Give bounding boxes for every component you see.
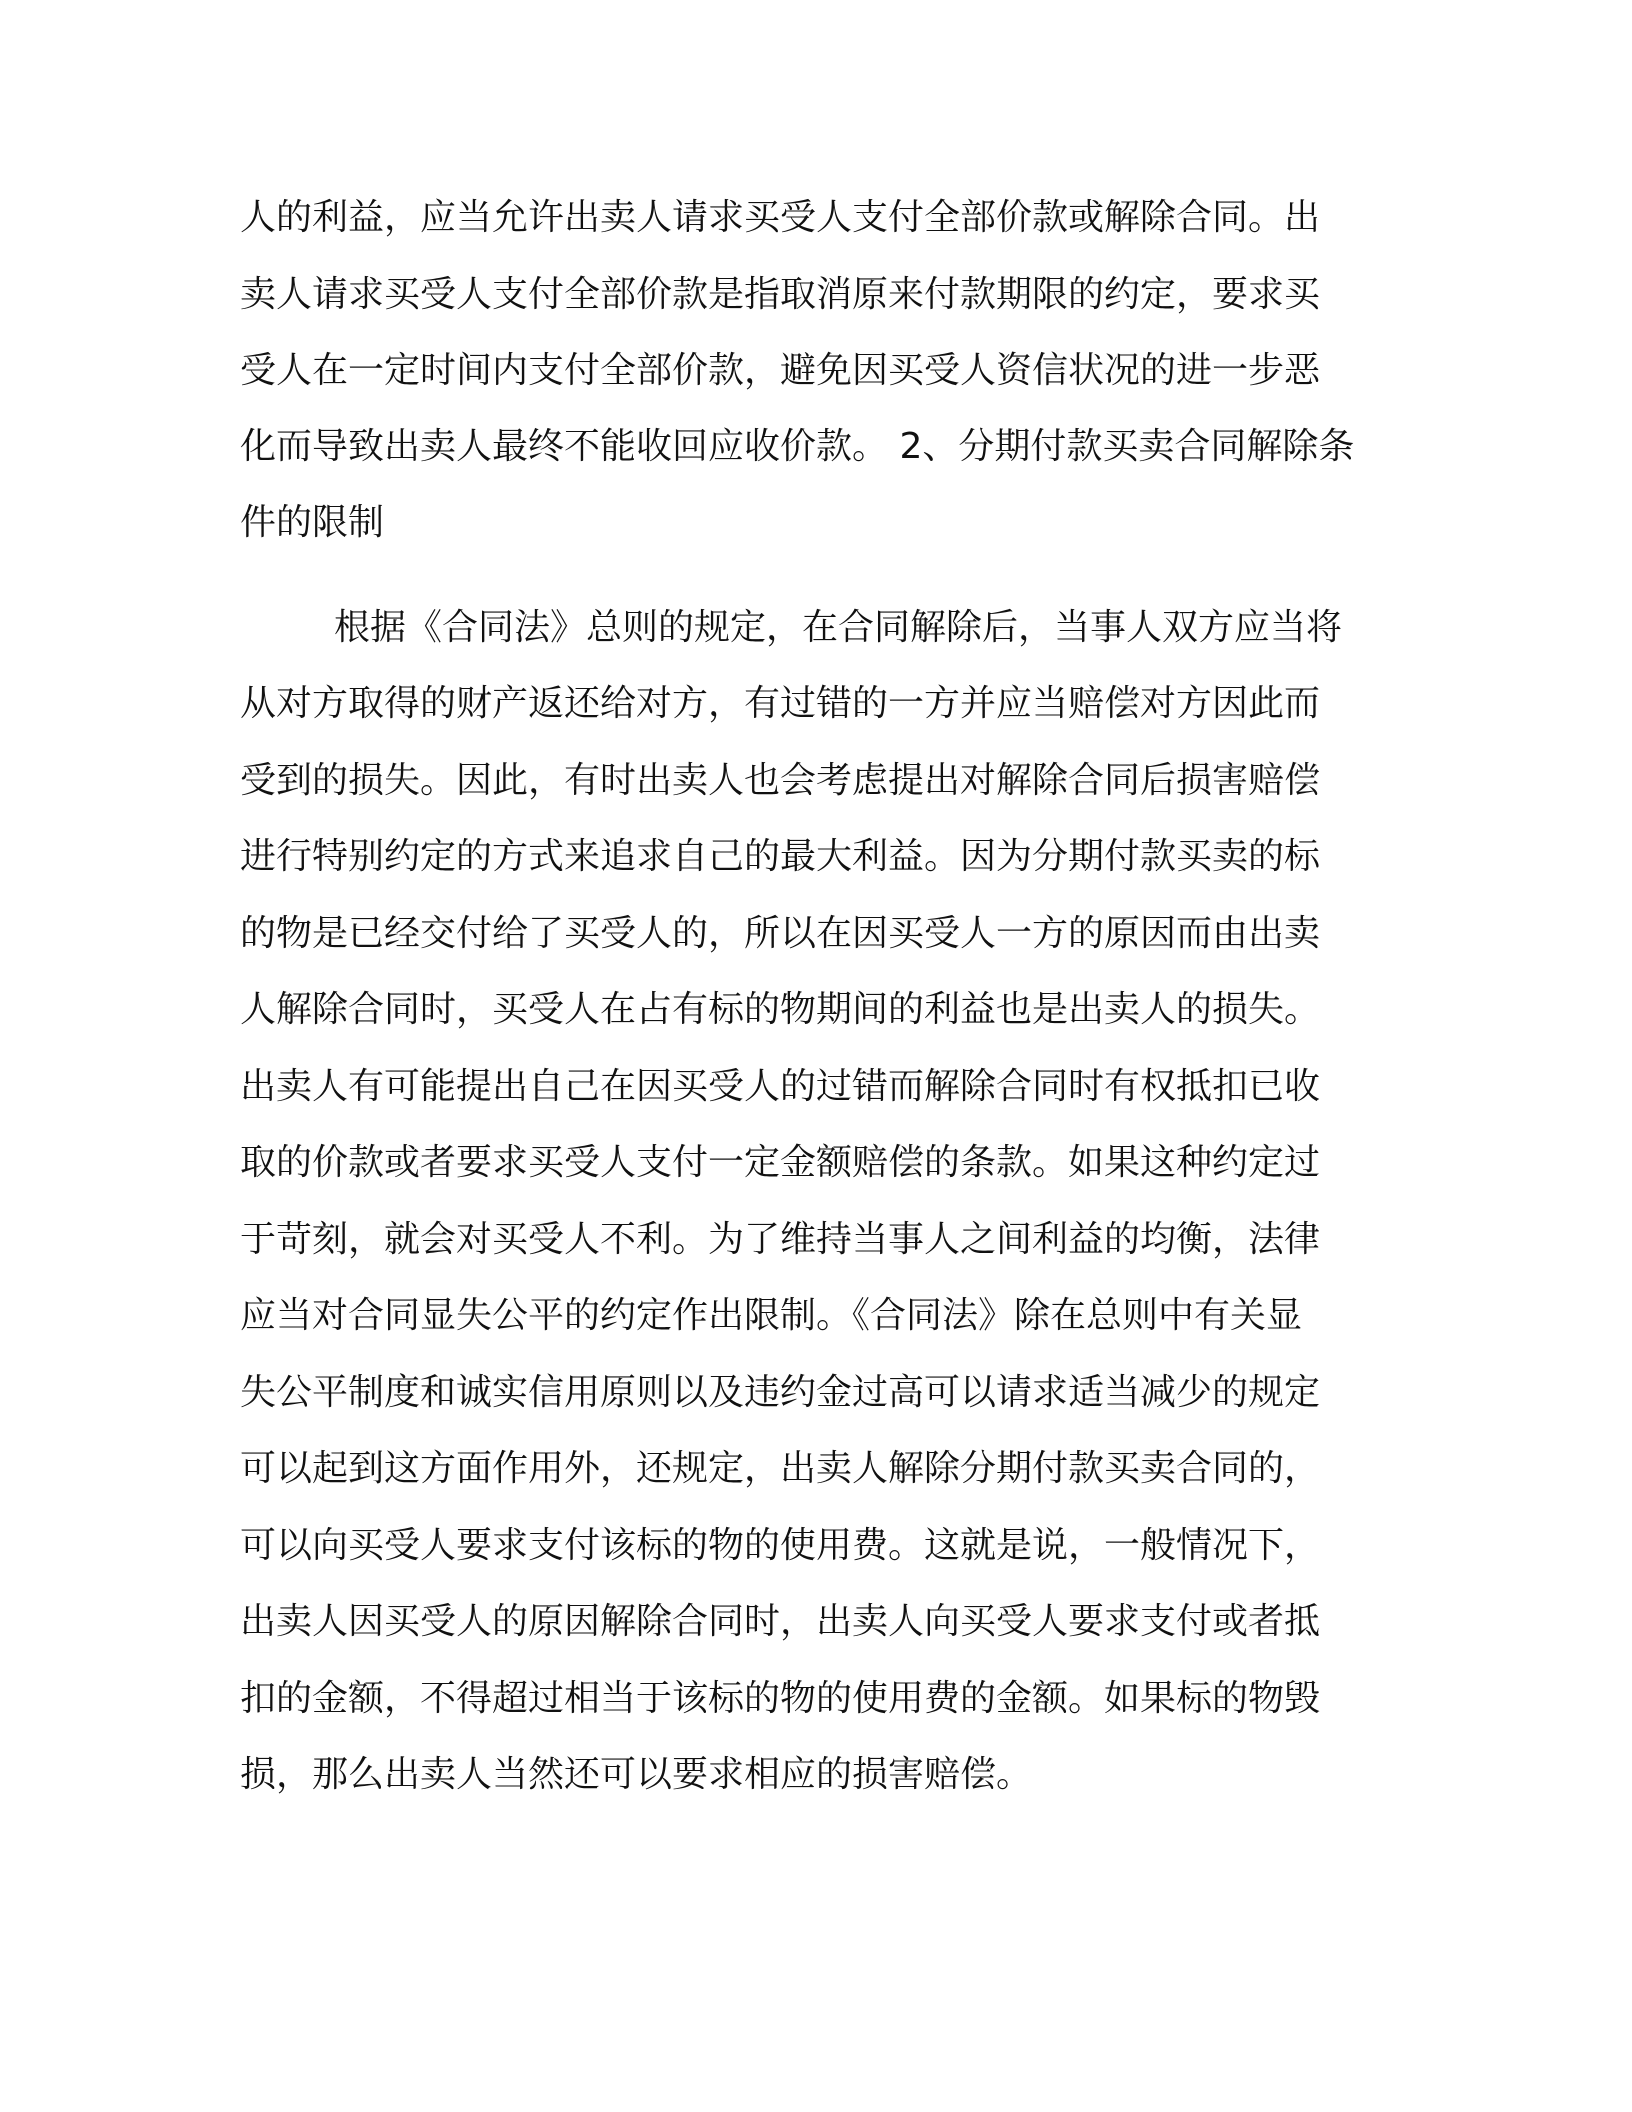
text-line: 进行特别约定的方式来追求自己的最大利益。因为分期付款买卖的标 [240,836,1321,877]
text-line: 于苛刻，就会对买受人不利。为了维持当事人之间利益的均衡，法律 [240,1219,1321,1260]
text-line: 应当对合同显失公平的约定作出限制。《合同法》除在总则中有关显 [240,1295,1303,1336]
text-line: 失公平制度和诚实信用原则以及违约金过高可以请求适当减少的规定 [240,1372,1321,1413]
text-line: 化而导致出卖人最终不能收回应收价款。 2、分期付款买卖合同解除条 [240,426,1355,467]
text-line: 损，那么出卖人当然还可以要求相应的损害赔偿。 [240,1754,1033,1795]
text-line: 卖人请求买受人支付全部价款是指取消原来付款期限的约定，要求买 [240,274,1321,315]
text-line: 从对方取得的财产返还给对方，有过错的一方并应当赔偿对方因此而 [240,683,1321,724]
text-line: 的物是已经交付给了买受人的，所以在因买受人一方的原因而由出卖 [240,913,1321,954]
text-line: 人的利益，应当允许出卖人请求买受人支付全部价款或解除合同。出 [240,197,1321,238]
text-line: 人解除合同时，买受人在占有标的物期间的利益也是出卖人的损失。 [240,989,1321,1030]
text-line: 受到的损失。因此，有时出卖人也会考虑提出对解除合同后损害赔偿 [240,760,1321,801]
text-line: 件的限制 [240,502,385,543]
text-line: 根据《合同法》总则的规定，在合同解除后，当事人双方应当将 [334,607,1343,648]
text-line: 可以向买受人要求支付该标的物的使用费。这就是说，一般情况下， [240,1525,1321,1566]
text-line: 扣的金额，不得超过相当于该标的物的使用费的金额。如果标的物毁 [240,1678,1321,1719]
text-line: 出卖人有可能提出自己在因买受人的过错而解除合同时有权抵扣已收 [240,1066,1321,1107]
text-line: 受人在一定时间内支付全部价款，避免因买受人资信状况的进一步恶 [240,350,1321,391]
text-line: 取的价款或者要求买受人支付一定金额赔偿的条款。如果这种约定过 [240,1142,1321,1183]
text-line: 可以起到这方面作用外，还规定，出卖人解除分期付款买卖合同的， [240,1448,1321,1489]
text-line: 出卖人因买受人的原因解除合同时，出卖人向买受人要求支付或者抵 [240,1601,1321,1642]
